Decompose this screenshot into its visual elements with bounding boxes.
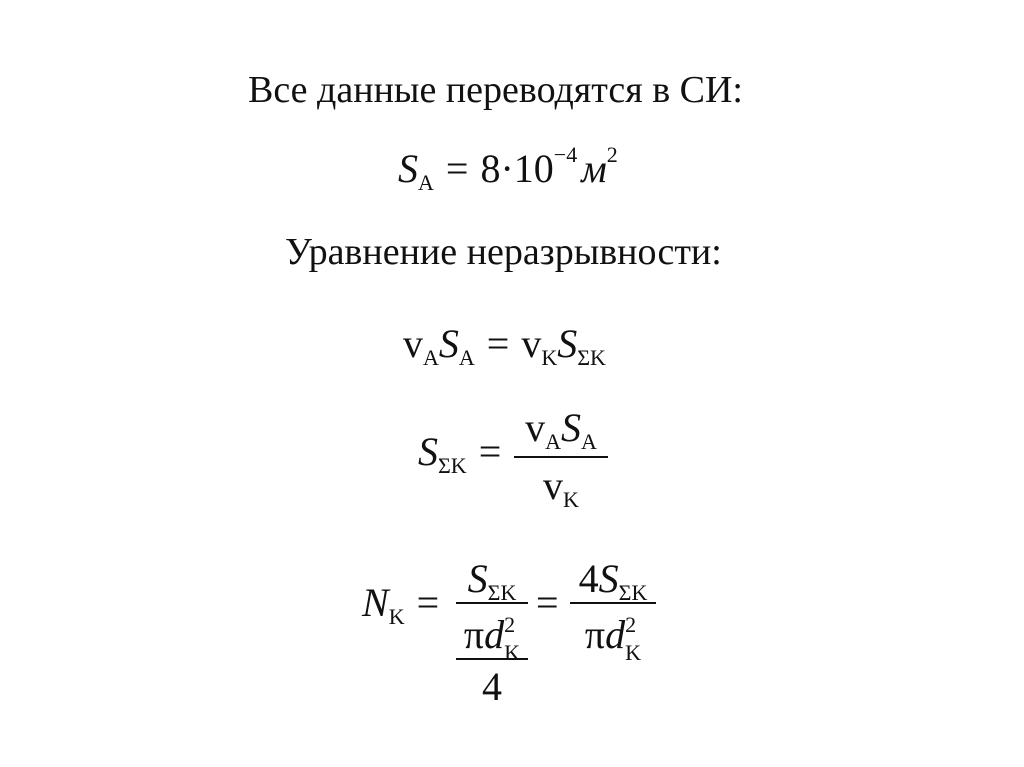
fraction-bar — [514, 456, 608, 458]
symbol-s: S — [398, 146, 418, 191]
formula-continuity — [403, 321, 606, 370]
symbol-s: S — [467, 556, 488, 601]
symbol-s: S — [438, 321, 459, 366]
subscript-a: A — [423, 345, 439, 370]
area-exponent: −4 — [553, 142, 578, 167]
symbol-v: v — [521, 321, 542, 366]
symbol-d: d — [484, 612, 505, 657]
equals-sign: = — [416, 580, 440, 625]
subscript-a: A — [545, 429, 561, 454]
fraction-denominator — [456, 612, 528, 665]
superscript-2: 2 — [625, 612, 637, 637]
fraction-denominator — [514, 463, 608, 512]
equals-sign-2: = — [536, 580, 559, 625]
fraction-denominator — [570, 612, 656, 665]
symbol-v: v — [403, 321, 423, 366]
subscript-a: A — [458, 345, 475, 370]
subscript-a: A — [581, 429, 597, 454]
symbol-n: N — [362, 580, 389, 625]
symbol-s: S — [598, 556, 619, 601]
equals-sign: = — [486, 321, 510, 366]
fraction-numerator — [570, 556, 656, 605]
symbol-v: v — [543, 463, 564, 508]
subscript-k: K — [541, 345, 558, 370]
equals-sign: = — [478, 429, 502, 474]
formula-area-conversion — [398, 144, 618, 194]
area-value: 8·10 — [480, 146, 554, 191]
equals-sign: = — [445, 146, 469, 191]
numeral-four: 4 — [578, 556, 599, 601]
d-scripts — [504, 612, 520, 665]
symbol-v: v — [525, 405, 546, 450]
superscript-2: 2 — [504, 612, 516, 637]
symbol-s: S — [561, 405, 581, 450]
fraction-bar — [570, 602, 656, 604]
subscript-k: K — [388, 604, 405, 629]
fraction-bar — [456, 602, 528, 604]
formula-area-k-lhs — [418, 429, 513, 478]
fraction-count-compound — [456, 555, 528, 709]
formula-count-lhs — [362, 580, 451, 629]
subscript-sigma-k: ΣK — [577, 345, 606, 370]
unit-meter: м — [581, 146, 607, 191]
subscript-sigma-k: ΣK — [618, 580, 648, 605]
symbol-s: S — [557, 321, 578, 366]
subscript-k: K — [504, 640, 520, 665]
subscript-a: A — [418, 170, 434, 195]
fraction-area-k — [514, 404, 608, 514]
subscript-k: K — [625, 640, 641, 665]
unit-square: 2 — [606, 142, 618, 167]
subscript-sigma-k: ΣK — [487, 580, 517, 605]
heading-continuity: Уравнение неразрывности: — [285, 231, 722, 273]
d-scripts — [625, 612, 641, 665]
fraction-count-simplified — [570, 555, 656, 665]
fraction-inner-denominator: 4 — [482, 664, 502, 709]
heading-si: Все данные переводятся в СИ: — [248, 69, 743, 111]
fraction-numerator — [456, 556, 528, 605]
fraction-inner-bar — [456, 658, 528, 660]
symbol-d: d — [605, 612, 626, 657]
symbol-pi: π — [584, 612, 606, 657]
subscript-sigma-k: ΣK — [438, 453, 467, 478]
symbol-pi: π — [463, 612, 485, 657]
symbol-s: S — [418, 429, 438, 474]
subscript-k: K — [563, 487, 579, 512]
fraction-numerator — [514, 405, 608, 454]
